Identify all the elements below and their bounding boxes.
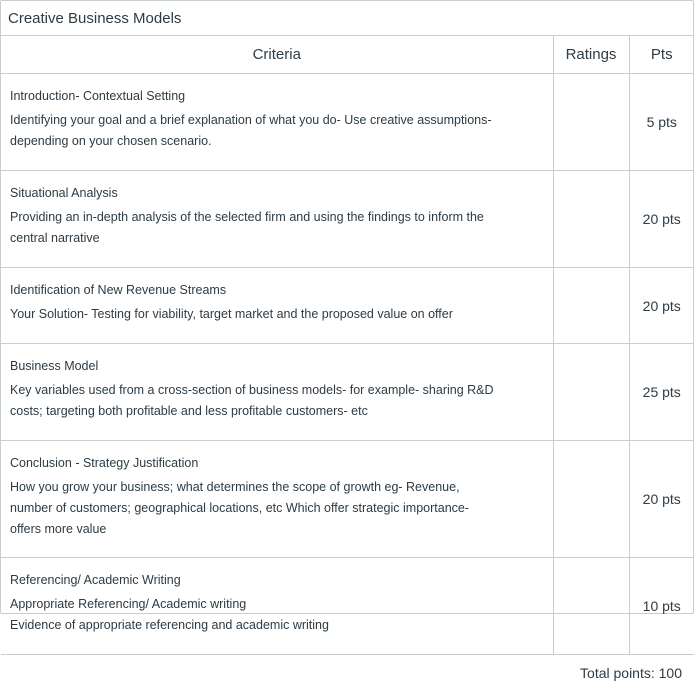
- criterion-cell: [1, 171, 553, 268]
- criterion-title: Conclusion - Strategy Justification: [10, 456, 199, 470]
- criterion-title: Identification of New Revenue Streams: [10, 283, 227, 297]
- rubric-title: Creative Business Models: [1, 1, 693, 36]
- criterion-row: [1, 558, 694, 655]
- criterion-title: Introduction- Contextual Setting: [10, 89, 186, 103]
- total-points: Total points: 100: [580, 665, 682, 681]
- criterion-description: Appropriate Referencing/ Academic writing Evidence of appropriate referencing and academic writing: [10, 597, 329, 632]
- rating-cell: [553, 344, 629, 441]
- header-row: [1, 36, 694, 74]
- rating-cell: [553, 558, 629, 655]
- pts-header: Pts: [629, 36, 694, 74]
- rating-cell: [553, 74, 629, 171]
- criterion-row: [1, 441, 694, 558]
- criterion-cell: [1, 268, 553, 344]
- criterion-title: Referencing/ Academic Writing: [10, 573, 181, 587]
- criteria-header: Criteria: [1, 36, 553, 74]
- criterion-description: How you grow your business; what determines the scope of growth eg- Revenue, number of customers; geographical locations, etc Which offer strategic importance- offers more value: [10, 480, 470, 536]
- rubric-table: [1, 36, 694, 655]
- points-cell: 25 pts: [629, 344, 694, 441]
- rating-cell: [553, 441, 629, 558]
- criterion-cell: [1, 74, 553, 171]
- criterion-description: Providing an in-depth analysis of the selected firm and using the findings to inform the central narrative: [10, 210, 484, 245]
- criterion-cell: [1, 558, 553, 655]
- criterion-description: Key variables used from a cross-section of business models- for example- sharing R&D costs; targeting both profitable and less profitable customers- etc: [10, 383, 494, 418]
- criterion-row: [1, 74, 694, 171]
- ratings-header: Ratings: [553, 36, 629, 74]
- rating-cell: [553, 268, 629, 344]
- criterion-cell: [1, 441, 553, 558]
- criterion-cell: [1, 344, 553, 441]
- points-cell: 10 pts: [629, 558, 694, 655]
- points-cell: 20 pts: [629, 441, 694, 558]
- criterion-row: [1, 171, 694, 268]
- rating-cell: [553, 171, 629, 268]
- points-cell: 20 pts: [629, 268, 694, 344]
- criterion-description: Identifying your goal and a brief explanation of what you do- Use creative assumptions- depending on your chosen scenario.: [10, 113, 492, 148]
- criterion-row: [1, 268, 694, 344]
- criterion-title: Business Model: [10, 359, 99, 373]
- criterion-row: [1, 344, 694, 441]
- criterion-description: Your Solution- Testing for viability, target market and the proposed value on offer: [10, 307, 453, 321]
- criterion-title: Situational Analysis: [10, 186, 118, 200]
- points-cell: 5 pts: [629, 74, 694, 171]
- points-cell: 20 pts: [629, 171, 694, 268]
